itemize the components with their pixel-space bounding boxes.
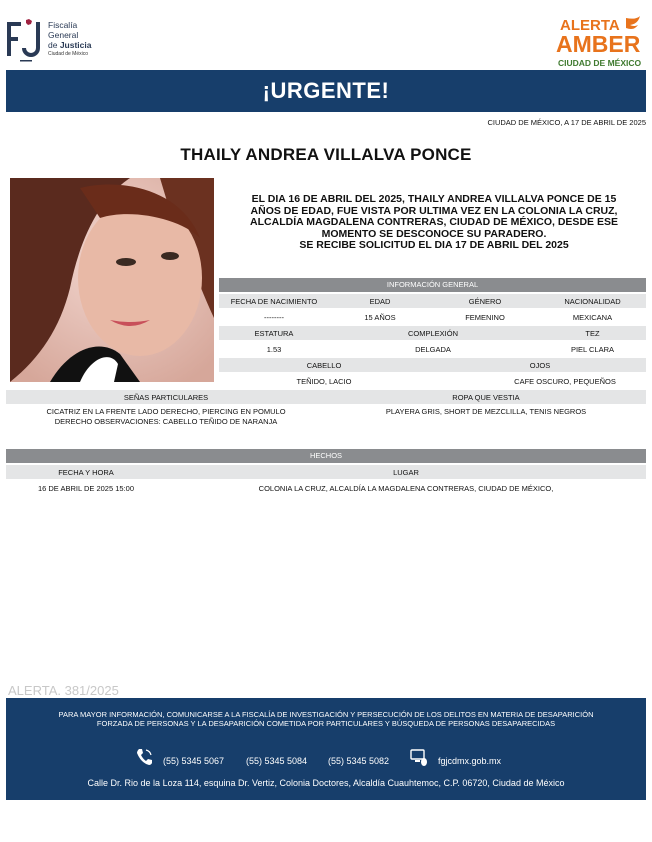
header-complexion: COMPLEXIÓN xyxy=(407,329,458,338)
description-line: ALCALDÍA MAGDALENA CONTRERAS, CIUDAD DE MÉXICO, DESDE ESE xyxy=(250,216,618,229)
header-fecha-hora: FECHA Y HORA xyxy=(58,468,114,477)
general-info-title: INFORMACIÓN GENERAL xyxy=(219,278,646,292)
hechos-title: HECHOS xyxy=(6,449,646,463)
senas-line: CICATRIZ EN LA FRENTE LADO DERECHO, PIERCING EN POMULO xyxy=(46,407,286,416)
value-lugar: COLONIA LA CRUZ, ALCALDÍA LA MAGDALENA CONTRERAS, CIUDAD DE MÉXICO, xyxy=(258,484,554,493)
phone-number-3[interactable]: (55) 5345 5082 xyxy=(328,756,390,766)
org-line3: de Justicia xyxy=(48,40,92,50)
footer-info-line: PARA MAYOR INFORMACIÓN, COMUNICARSE A LA FISCALÍA DE INVESTIGACIÓN Y PERSECUCIÓN DE LOS DELITOS EN MATERIA DE DESAPARICIÓN xyxy=(58,710,594,719)
value-tez: PIEL CLARA xyxy=(570,345,615,354)
urgent-banner: ¡URGENTE! xyxy=(6,70,646,112)
hechos-header-row xyxy=(6,465,646,479)
footer-address: Calle Dr. Rio de la Loza 114, esquina Dr. Vertiz, Colonia Doctores, Alcaldía Cuauhtemoc, C.P. 06720, Ciudad de México xyxy=(87,778,565,788)
computer-mouse-icon xyxy=(410,748,428,766)
description-line: MOMENTO SE DESCONOCE SU PARADERO. xyxy=(321,227,547,240)
date-line: CIUDAD DE MÉXICO, A 17 DE ABRIL DE 2025 xyxy=(487,118,646,127)
footer-info-line: FORZADA DE PERSONAS Y LA DESAPARICIÓN COMETIDA POR PARTICULARES Y BÚSQUEDA DE PERSONAS DESAPARECIDAS xyxy=(96,719,556,728)
value-edad: 15 AÑOS xyxy=(364,313,396,322)
value-genero: FEMENINO xyxy=(465,313,505,322)
fgj-name xyxy=(48,20,91,59)
value-nacionalidad: MEXICANA xyxy=(572,313,613,322)
header-senas-particulares: SEÑAS PARTICULARES xyxy=(123,393,209,402)
header-ropa-que-vestia: ROPA QUE VESTIA xyxy=(452,393,520,402)
header-tez: TEZ xyxy=(585,329,600,338)
website-link[interactable]: fgjcdmx.gob.mx xyxy=(438,756,502,766)
header-cabello: CABELLO xyxy=(306,361,342,370)
missing-person-name: THAILY ANDREA VILLALVA PONCE xyxy=(180,145,472,164)
general-info-values-row-3 xyxy=(219,374,646,388)
description-line: AÑOS DE EDAD, FUE VISTA POR ULTIMA VEZ EN LA COLONIA LA CRUZ, xyxy=(250,204,618,217)
header-genero: GÉNERO xyxy=(468,297,502,306)
missing-person-photo xyxy=(10,178,214,382)
value-fecha-hora: 16 DE ABRIL DE 2025 15:00 xyxy=(37,484,135,493)
header-fecha-nacimiento: FECHA DE NACIMIENTO xyxy=(230,297,318,306)
org-line1: Fiscalía xyxy=(48,20,78,30)
header-nacionalidad: NACIONALIDAD xyxy=(564,297,621,306)
general-info-values-row xyxy=(219,310,646,324)
alert-number: ALERTA. 381/2025 xyxy=(8,683,119,698)
contact-footer xyxy=(6,698,646,800)
value-fecha-nacimiento: -------- xyxy=(264,313,284,322)
phone-number-1[interactable]: (55) 5345 5067 xyxy=(163,756,225,766)
alerta-amber-logo xyxy=(556,14,648,70)
general-info-values-row-2 xyxy=(219,342,646,356)
case-description xyxy=(222,194,646,252)
value-complexion: DELGADA xyxy=(415,345,451,354)
header-edad: EDAD xyxy=(369,297,391,306)
header-estatura: ESTATURA xyxy=(254,329,294,338)
svg-text:AMBER: AMBER xyxy=(556,31,641,57)
value-cabello: TEÑIDO, LACIO xyxy=(296,377,352,386)
phone-icon xyxy=(136,748,152,766)
fgj-logo-icon xyxy=(6,18,46,66)
description-line: EL DIA 16 DE ABRIL DEL 2025, THAILY ANDREA VILLALVA PONCE DE 15 xyxy=(251,193,617,205)
general-info-header-row-2 xyxy=(219,326,646,340)
org-line2: General xyxy=(48,30,79,40)
senas-line: DERECHO OBSERVACIONES: CABELLO TEÑIDO DE NARANJA xyxy=(54,416,278,426)
general-info-header-row xyxy=(219,294,646,308)
org-city: Ciudad de México xyxy=(48,51,89,57)
value-estatura: 1.53 xyxy=(266,345,282,354)
svg-text:ALERTA: ALERTA xyxy=(560,17,620,34)
hechos-values-row xyxy=(6,481,646,495)
svg-text:CIUDAD DE MÉXICO: CIUDAD DE MÉXICO xyxy=(558,58,642,68)
header-ojos: OJOS xyxy=(529,361,551,370)
general-info-header-row-3 xyxy=(219,358,646,372)
footer-info xyxy=(16,710,636,728)
header-lugar: LUGAR xyxy=(393,468,419,477)
ropa-value: PLAYERA GRIS, SHORT DE MEZCLILLA, TENIS NEGROS xyxy=(385,407,587,416)
senas-value xyxy=(6,407,326,426)
phone-number-2[interactable]: (55) 5345 5084 xyxy=(246,756,308,766)
description-line: SE RECIBE SOLICITUD EL DIA 17 DE ABRIL DEL 2025 xyxy=(299,239,569,252)
value-ojos: CAFE OSCURO, PEQUEÑOS xyxy=(514,377,616,386)
marks-header-row xyxy=(6,390,646,404)
